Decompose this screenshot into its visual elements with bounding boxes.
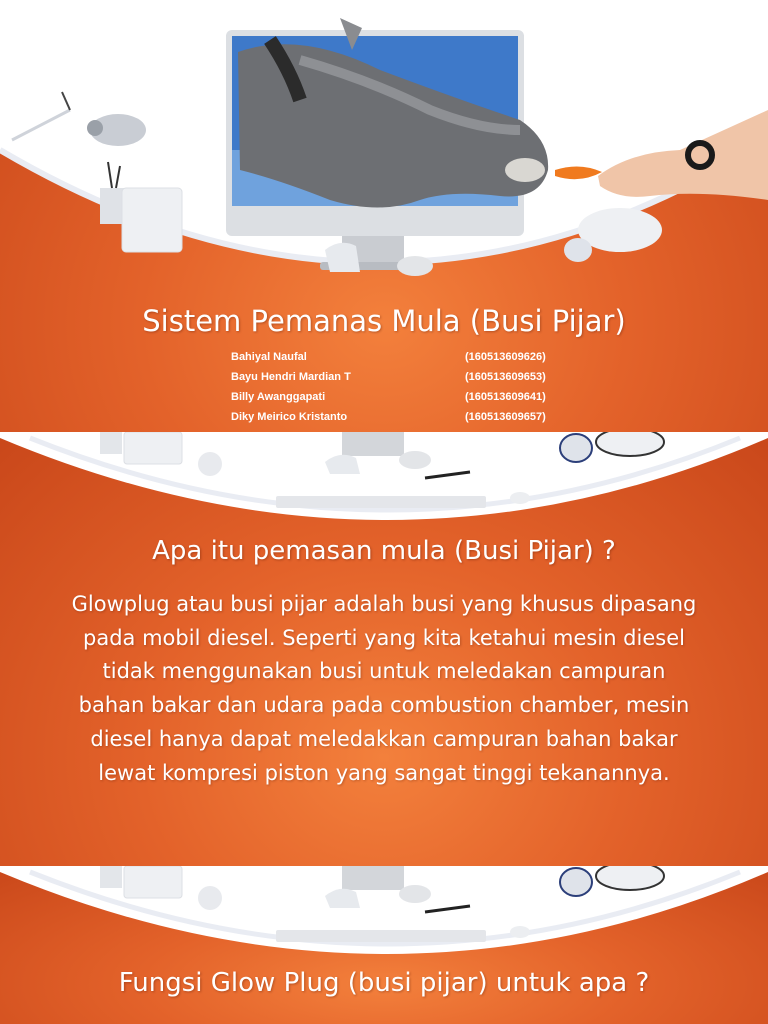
author-row [231,387,561,407]
slide-title: Fungsi Glow Plug (busi pijar) untuk apa ? [118,968,650,998]
author-id: (160513609641) [465,391,546,403]
slide-3 [0,866,768,1024]
slide-2 [0,432,768,866]
desk-scene-illustration [0,0,768,300]
author-id: (160513609626) [465,351,546,363]
desk-strip-illustration [0,866,768,976]
author-name: Bayu Hendri Mardian T [231,371,351,383]
author-list [231,347,561,427]
author-row [231,407,561,427]
author-row [231,367,561,387]
author-name: Bahiyal Naufal [231,351,307,363]
slide-title: Sistem Pemanas Mula (Busi Pijar) [142,304,626,338]
author-name: Diky Meirico Kristanto [231,411,348,423]
author-id: (160513609653) [465,371,546,383]
slide-1 [0,0,768,432]
author-row [231,347,561,367]
keyboard-icon [276,930,486,942]
author-id: (160513609657) [465,411,546,423]
author-name: Billy Awanggapati [231,391,326,403]
slide-title: Apa itu pemasan mula (Busi Pijar) ? [152,536,616,566]
desk-strip-illustration [0,432,768,542]
keyboard-icon [276,496,486,508]
body-paragraph: Glowplug atau busi pijar adalah busi yang khusus dipasang pada mobil diesel. Seperti yang kita ketahui mesin diesel tidak menggunakan busi untuk meledakan campuran bahan bakar dan udara pada combustion chamber, mesin diesel hanya dapat meledakkan campuran bahan bakar lewat kompresi piston yang sangat tinggi tekanannya. [71,592,697,785]
